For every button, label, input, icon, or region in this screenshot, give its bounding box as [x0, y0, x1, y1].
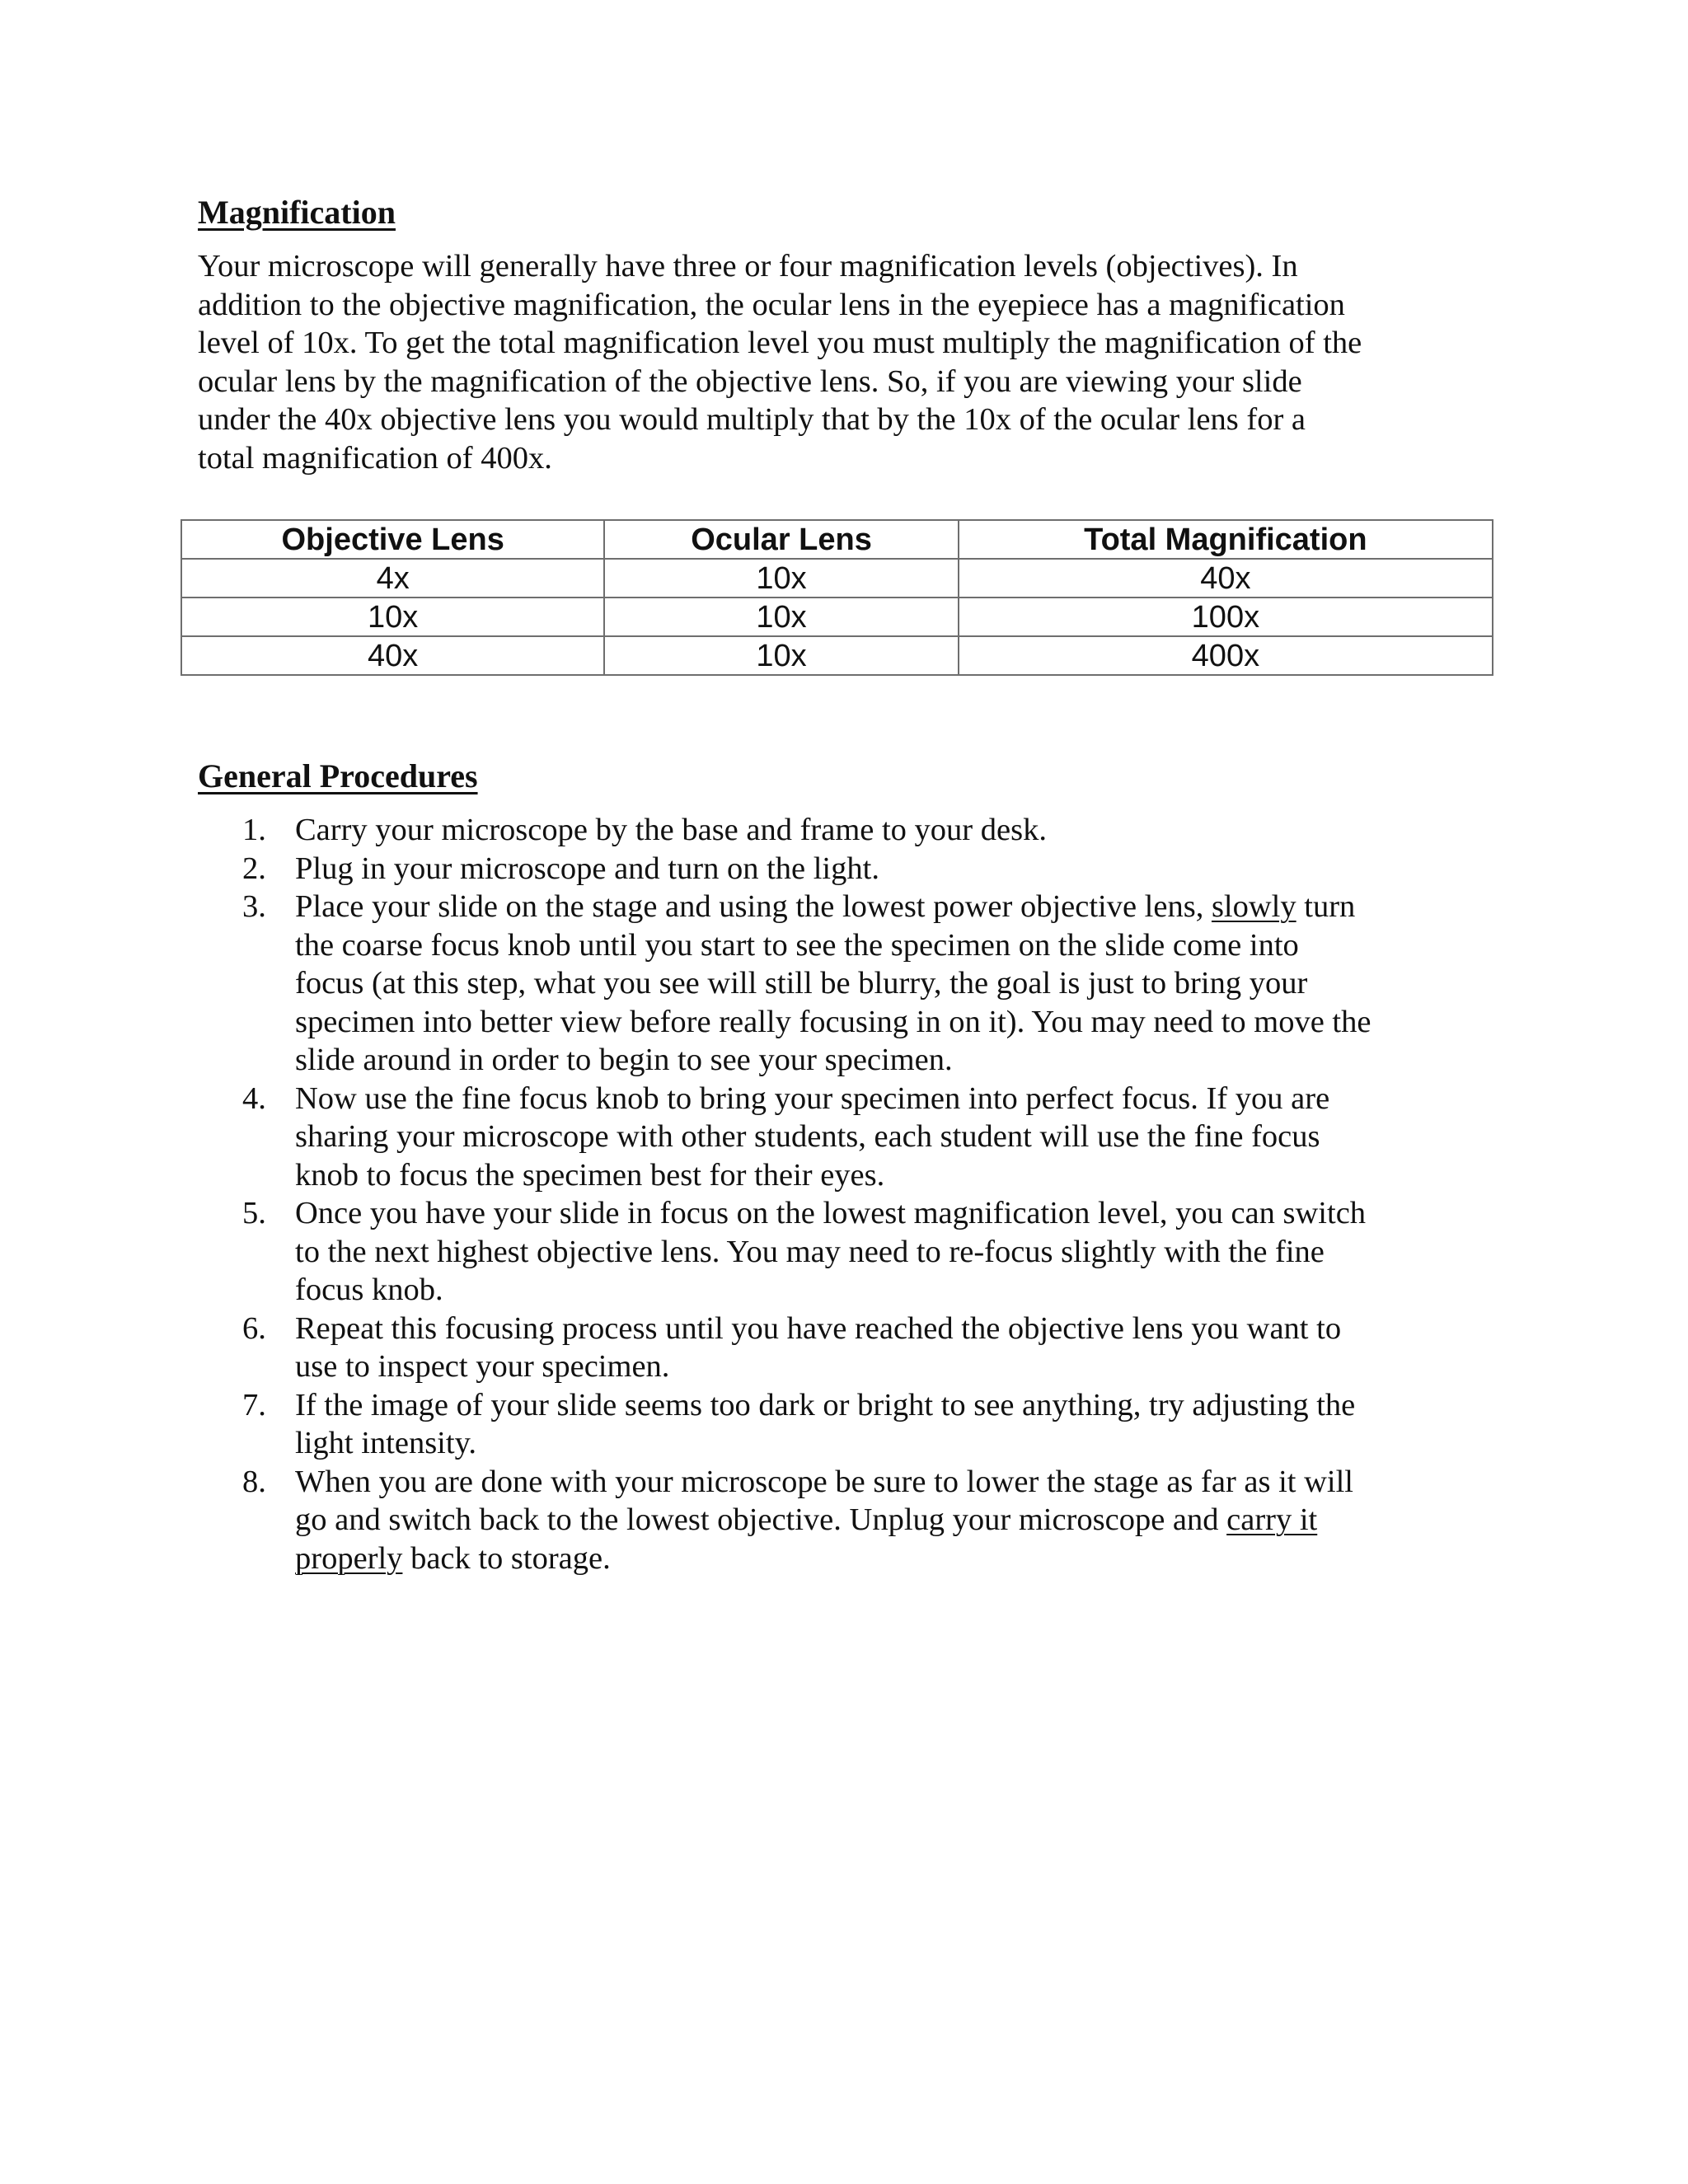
- paragraph-line: under the 40x objective lens you would multiply that by the 10x of the ocular lens for a: [198, 402, 1306, 437]
- step-line: Carry your microscope by the base and frame to your desk.: [295, 813, 1047, 847]
- table-cell: 100x: [959, 598, 1493, 636]
- step-line: to the next highest objective lens. You may need to re-focus slightly with the fine: [295, 1234, 1325, 1269]
- list-number: 1.: [242, 813, 266, 847]
- list-number: 3.: [242, 889, 266, 924]
- step-line: If the image of your slide seems too dark or bright to see anything, try adjusting the: [295, 1387, 1356, 1422]
- table-header-row: [181, 520, 1493, 559]
- step-line: [295, 888, 1500, 926]
- step-line: When you are done with your microscope be sure to lower the stage as far as it will: [295, 1464, 1353, 1499]
- step-line: focus knob.: [295, 1272, 443, 1307]
- list-number: 4.: [242, 1080, 266, 1116]
- list-number: 8.: [242, 1464, 266, 1499]
- paragraph-line: ocular lens by the magnification of the objective lens. So, if you are viewing your slide: [198, 363, 1302, 399]
- step-line: knob to focus the specimen best for their eyes.: [295, 1157, 885, 1193]
- header-objective-lens: Objective Lens: [181, 520, 604, 559]
- step-text: back to storage.: [402, 1540, 611, 1576]
- step-line: Plug in your microscope and turn on the light.: [295, 851, 879, 886]
- paragraph-line: Your microscope will generally have three or four magnification levels (objectives). In: [198, 249, 1298, 284]
- step-line: Now use the fine focus knob to bring your specimen into perfect focus. If you are: [295, 1080, 1330, 1116]
- list-item: [198, 1386, 1500, 1463]
- table-cell: 4x: [181, 559, 604, 598]
- table-cell: 10x: [181, 598, 604, 636]
- step-text: go and switch back to the lowest objective. Unplug your microscope and: [295, 1502, 1227, 1537]
- general-procedures-heading: General Procedures: [198, 757, 478, 794]
- step-line: slide around in order to begin to see your specimen.: [295, 1043, 953, 1077]
- step-line: sharing your microscope with other students, each student will use the fine focus: [295, 1119, 1320, 1154]
- underlined-text: properly: [295, 1540, 403, 1576]
- step-line: [295, 1540, 1500, 1578]
- list-item: [198, 811, 1500, 850]
- magnification-table: [181, 519, 1493, 676]
- list-item: [198, 850, 1500, 888]
- list-number: 2.: [242, 851, 266, 886]
- header-ocular-lens: Ocular Lens: [604, 520, 958, 559]
- paragraph-line: total magnification of 400x.: [198, 440, 552, 476]
- table-row: [181, 598, 1493, 636]
- step-line: Once you have your slide in focus on the lowest magnification level, you can switch: [295, 1196, 1367, 1230]
- underlined-text: slowly: [1211, 889, 1296, 924]
- table-cell: 40x: [959, 559, 1493, 598]
- step-text: turn: [1296, 889, 1356, 924]
- magnification-heading: Magnification: [198, 194, 396, 231]
- list-item: [198, 1194, 1500, 1310]
- step-text: Place your slide on the stage and using the lowest power objective lens,: [295, 889, 1212, 924]
- magnification-paragraph: [198, 247, 1484, 477]
- list-item: [198, 1463, 1500, 1578]
- step-line: use to inspect your specimen.: [295, 1349, 670, 1384]
- table-row: [181, 636, 1493, 675]
- list-item: [198, 1310, 1500, 1386]
- list-item: [198, 1080, 1500, 1195]
- table-cell: 400x: [959, 636, 1493, 675]
- step-line: light intensity.: [295, 1426, 476, 1460]
- procedure-list: [198, 811, 1500, 1577]
- paragraph-line: level of 10x. To get the total magnification level you must multiply the magnification of the: [198, 326, 1362, 360]
- underlined-text: carry it: [1226, 1502, 1318, 1537]
- list-number: 6.: [242, 1310, 266, 1346]
- table-row: [181, 559, 1493, 598]
- list-number: 5.: [242, 1196, 266, 1230]
- paragraph-line: addition to the objective magnification, the ocular lens in the eyepiece has a magnification: [198, 287, 1345, 322]
- table-cell: 10x: [604, 636, 958, 675]
- step-line: specimen into better view before really focusing in on it). You may need to move the: [295, 1004, 1372, 1039]
- list-item: [198, 888, 1500, 1080]
- step-line: [295, 1501, 1500, 1540]
- table-cell: 10x: [604, 598, 958, 636]
- step-line: Repeat this focusing process until you have reached the objective lens you want to: [295, 1310, 1342, 1346]
- table-cell: 10x: [604, 559, 958, 598]
- header-total-magnification: Total Magnification: [959, 520, 1493, 559]
- table-cell: 40x: [181, 636, 604, 675]
- step-line: focus (at this step, what you see will still be blurry, the goal is just to bring your: [295, 966, 1308, 1001]
- step-line: the coarse focus knob until you start to see the specimen on the slide come into: [295, 927, 1299, 963]
- list-number: 7.: [242, 1387, 266, 1422]
